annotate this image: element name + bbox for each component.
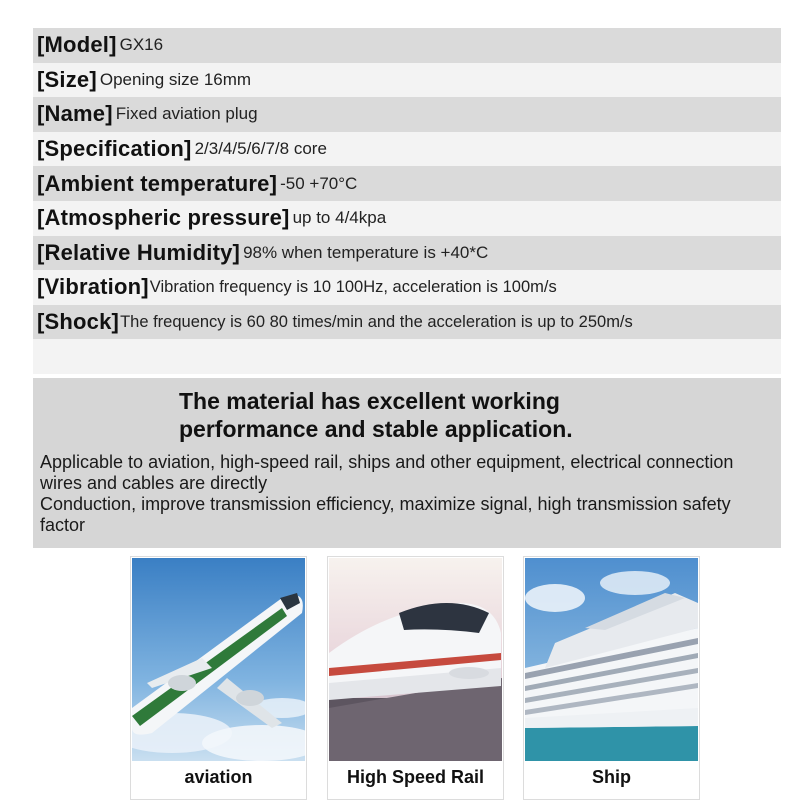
- spec-value: -50 +70°C: [280, 173, 358, 193]
- spec-value: The frequency is 60 80 times/min and the acceleration is up to 250m/s: [120, 312, 633, 331]
- spec-row-shock: [33, 305, 781, 340]
- spec-row-relative-humidity: [33, 236, 781, 271]
- application-card-ship: [523, 556, 700, 800]
- application-label: aviation: [184, 767, 253, 787]
- spec-value: 98% when temperature is +40*C: [243, 242, 489, 262]
- spec-row-size: [33, 63, 781, 98]
- spec-value: up to 4/4kpa: [292, 208, 387, 228]
- spec-row-vibration: [33, 270, 781, 305]
- application-label: High Speed Rail: [346, 767, 485, 787]
- spec-row-name: [33, 97, 781, 132]
- description-box: [33, 378, 781, 548]
- headline: [179, 387, 739, 443]
- cruise-ship-photo-icon: [525, 558, 698, 761]
- airplane-photo-icon: [132, 558, 305, 761]
- application-card-high-speed-rail: [327, 556, 504, 800]
- spec-label: [Specification]: [37, 136, 192, 162]
- description-paragraph-2: Conduction, improve transmission efficiency, maximize signal, high transmission safety factor: [40, 494, 731, 535]
- spec-row-atmospheric-pressure: [33, 201, 781, 236]
- spec-row-specification: [33, 132, 781, 167]
- spec-row-model: [33, 28, 781, 63]
- application-label: Ship: [592, 767, 631, 787]
- spec-value: Fixed aviation plug: [115, 104, 258, 124]
- headline-line-1: The material has excellent working: [179, 388, 560, 414]
- spec-table: [33, 28, 781, 374]
- spec-label: [Vibration]: [37, 274, 149, 300]
- spec-label: [Shock]: [37, 309, 120, 335]
- application-card-aviation: [130, 556, 307, 800]
- spec-value: Vibration frequency is 10 100Hz, acceleration is 100m/s: [149, 277, 557, 296]
- spec-label: [Atmospheric pressure]: [37, 205, 290, 231]
- application-cards: [130, 556, 700, 800]
- spec-value: GX16: [119, 35, 164, 55]
- spec-row-ambient-temperature: [33, 166, 781, 201]
- headline-line-2: performance and stable application.: [179, 416, 573, 442]
- spec-value: 2/3/4/5/6/7/8 core: [194, 139, 327, 159]
- description-paragraph-1: Applicable to aviation, high-speed rail, ships and other equipment, electrical connection wires and cables are directly: [40, 452, 734, 493]
- spec-label: [Model]: [37, 32, 117, 58]
- spec-label: [Ambient temperature]: [37, 170, 278, 196]
- spec-label: [Size]: [37, 66, 97, 92]
- spec-value: Opening size 16mm: [99, 69, 252, 89]
- description-text: [40, 452, 780, 536]
- blank-row: [33, 339, 781, 374]
- train-photo-icon: [329, 558, 502, 761]
- spec-label: [Relative Humidity]: [37, 239, 241, 265]
- spec-label: [Name]: [37, 101, 113, 127]
